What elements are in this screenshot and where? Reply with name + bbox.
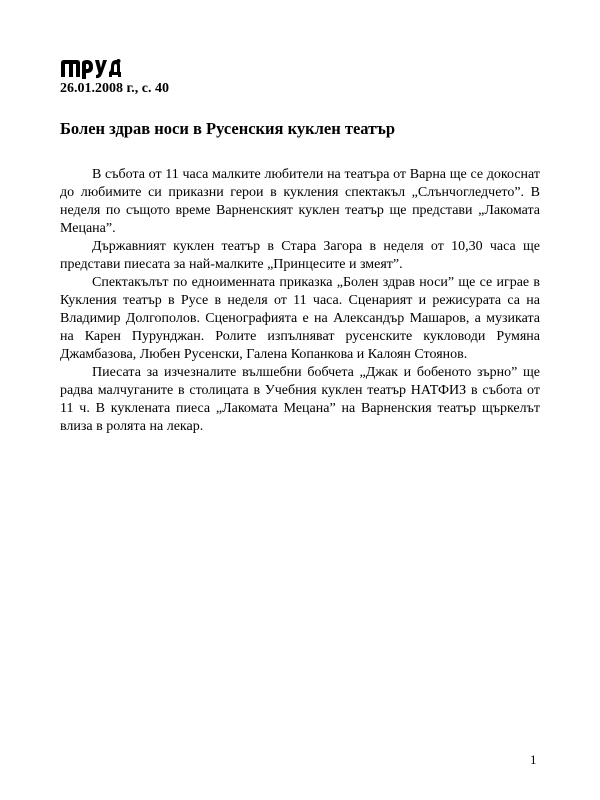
article-paragraph: Пиесата за изчезналите вълшебни бобчета „Джак и бобеното зърно” ще радва малчуганите в столицата в Учебния куклен театър НАТФИЗ в събота от 11 ч. В куклената пиеса „Лакомата Мецана” на Варненския театър щъркелът влиза в ролята на лекар. [60,365,540,434]
trud-logo-graphic [60,58,122,80]
article-paragraph: Спектакълът по едноименната приказка „Болен здрав носи” ще се играе в Кукления театър в Русе в неделя от 11 часа. Сценарият и режисурата са на Владимир Долгополов. Сценографията е на Александър Машаров, а музиката на Карен Пурунджан. Ролите изпълняват русенските кукловоди Румяна Джамбазова, Любен Русенски, Галена Копанкова и Калоян Стоянов. [60,275,540,362]
article-title: Болен здрав носи в Русенския куклен театър [60,119,396,138]
date-page-line: 26.01.2008 г., с. 40 [60,81,169,96]
article-paragraph: Държавният куклен театър в Стара Загора в неделя от 10,30 часа ще представи пиесата за най-малките „Принцесите и змеят”. [60,239,540,272]
page-number: 1 [530,752,537,767]
trud-logo [60,58,122,80]
article-paragraph: В събота от 11 часа малките любители на театъра от Варна ще се докоснат до любимите си приказни герои в кукления спектакъл „Слънчогледчето”. В неделя по същото време Варненският куклен театър ще представи „Лакомата Мецана”. [60,167,540,236]
article-body [60,166,540,436]
